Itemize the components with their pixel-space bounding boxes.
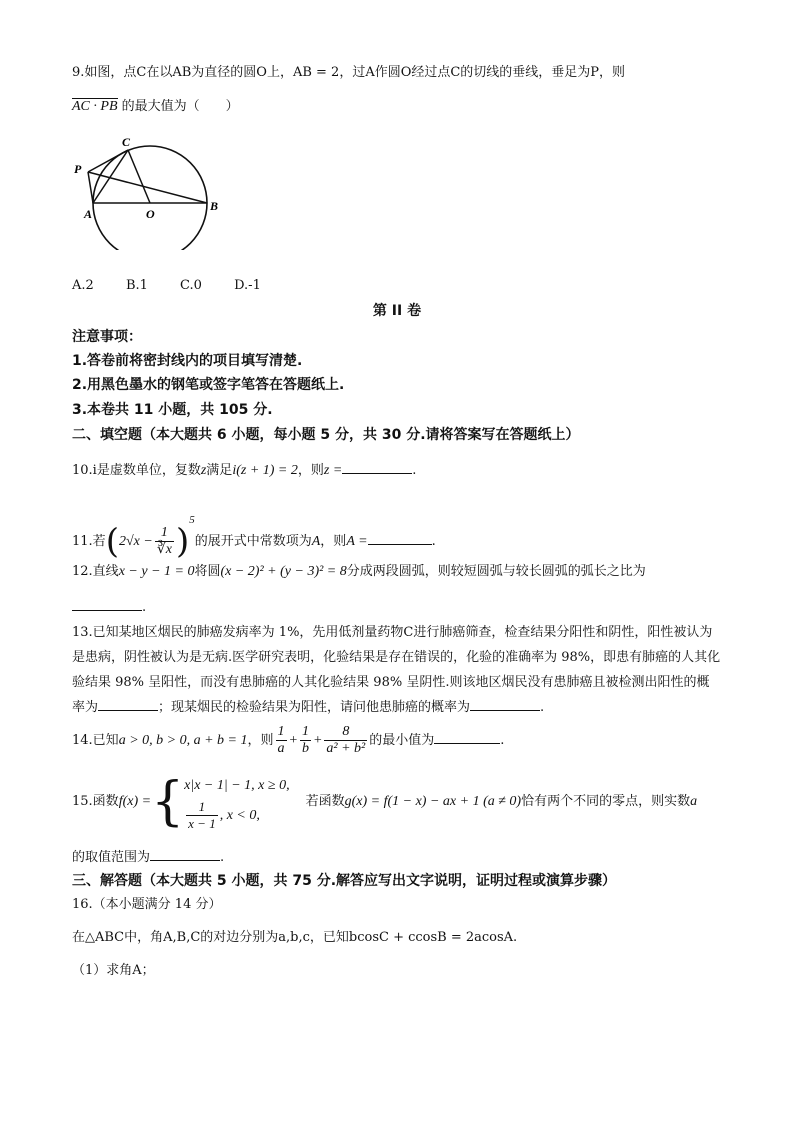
choice-c: C.0 [180, 278, 202, 293]
q15-a: a [690, 794, 698, 809]
q9-figure [70, 128, 230, 250]
q12-line2 [72, 596, 734, 619]
fill-section-title: 二、填空题（本大题共 6 小题，每小题 5 分，共 30 分.请将答案写在答题纸上） [72, 427, 580, 443]
notice-3: 3.本卷共 11 小题，共 105 分. [72, 402, 273, 418]
q14-end: . [500, 733, 505, 748]
q10-end: . [412, 463, 417, 478]
q14-frac-2 [300, 724, 311, 757]
notice-title: 注意事项： [72, 329, 142, 345]
q11 [72, 498, 734, 564]
q11-lparen: ( [105, 521, 119, 562]
q12-end: . [142, 600, 147, 615]
segment-pc [88, 150, 128, 172]
q14-frac-3 [324, 724, 367, 757]
label-a: A [84, 207, 93, 221]
q14-f2-den: b [301, 741, 309, 756]
label-p: P [74, 162, 82, 176]
q12 [72, 561, 734, 583]
q10-pre: 10.i是虚数单位，复数 [72, 463, 201, 478]
q11-fraction [155, 525, 174, 558]
q12-mid: 将圆 [194, 564, 221, 579]
q15-gx: g(x) = f(1 − x) − ax + 1 (a ≠ 0) [344, 794, 522, 809]
q15-case-2 [184, 799, 289, 832]
q11-term1: 2√x − [118, 534, 153, 549]
q13-mid: ；现某烟民的检验结果为阳性，请问他患肺癌的概率为 [158, 700, 471, 715]
q10-z: z [200, 463, 207, 478]
q9-question: 的最大值为（ ） [121, 99, 239, 114]
q11-exponent: 5 [189, 514, 195, 526]
q15-case2-den: x − 1 [188, 815, 216, 831]
q9-line2 [72, 96, 734, 118]
choice-a: A.2 [72, 278, 94, 293]
q11-pre: 11.若 [72, 534, 106, 549]
q11-num: 1 [160, 525, 168, 540]
notice-2: 2.用黑色墨水的钢笔或签字笔答在答题纸上. [72, 377, 345, 393]
q15-line2 [72, 846, 734, 869]
q11-rparen: ) [175, 521, 190, 562]
q16-text: 在△ABC中，角A,B,C的对边分别为a,b,c，已知bcosC + ccosB = 2acosA. [72, 930, 518, 945]
q14-pre: 14.已知 [72, 733, 119, 748]
q14-condition: a > 0, b > 0, a + b = 1 [118, 733, 248, 748]
q15-case-1: x|x − 1| − 1, x ≥ 0, [184, 777, 290, 793]
q14-f1-den: a [277, 741, 285, 756]
q15-fx: f(x) = [118, 794, 152, 809]
q14-f1-num: 1 [277, 724, 285, 739]
q10-equation: i(z + 1) = 2 [232, 463, 298, 478]
q10-mid: 满足 [206, 463, 233, 478]
q14-frac-1 [276, 724, 287, 757]
q10 [72, 459, 734, 482]
q16-sub1: （1）求角A； [72, 963, 155, 978]
q10-answer-blank[interactable] [342, 459, 412, 474]
q11-den: ∛x [156, 542, 172, 557]
label-o: O [146, 207, 155, 221]
q14-f2-num: 1 [301, 724, 309, 739]
q15-end: . [220, 850, 225, 865]
q12-post: 分成两段圆弧，则较短圆弧与较长圆弧的弧长之比为 [346, 564, 646, 579]
q14-then: ，则 [247, 733, 274, 748]
q12-circle-eq: (x − 2)² + (y − 3)² = 8 [220, 564, 347, 579]
q13-blank-2[interactable] [470, 696, 540, 711]
q13-text: 13.已知某地区烟民的肺癌发病率为 1%，先用低剂量药物C进行肺癌筛查，检查结果分阳性和阴性，阳性被认为是患病，阴性被认为是无病.医学研究表明，化验结果是存在错误的，化验的准确率为 98%，即患有肺癌的人其化验结果 98% 呈阳性，而没有患肺癌的人其化验结果 98% 呈阴性.则该地区烟民没有患肺癌且被检测出阳性的概率为 [72, 625, 721, 715]
q15-brace: { [151, 772, 185, 832]
segment-ac [93, 150, 128, 203]
q15-cases [184, 773, 289, 832]
q14-answer-blank[interactable] [434, 729, 500, 744]
q15-pre: 15.函数 [72, 794, 119, 809]
q12-pre: 12.直线 [72, 564, 119, 579]
q14-post: 的最小值为 [369, 733, 435, 748]
q15-case2-rest: , x < 0, [219, 807, 260, 823]
q10-answer-label: z = [323, 463, 343, 478]
section-3-title: 三、解答题（本大题共 5 小题，共 75 分.解答应写出文字说明，证明过程或演算步骤） [72, 873, 617, 889]
q14-f3-den: a² + b² [326, 741, 366, 756]
q11-comma: ，则 [320, 534, 347, 549]
q15-mid: 若函数 [305, 794, 345, 809]
q15-case2-num: 1 [198, 798, 206, 814]
q14: 14.已知a > 0, b > 0, a + b = 1，则 $\frac{1}{a}$ + $\frac{1}{b}$ + $\frac{8}{\text{a² + b²}}$ 的最小值为 . [72, 724, 505, 756]
q15-answer-blank[interactable] [150, 846, 220, 861]
q11-a: A [311, 534, 321, 549]
q16-head: 16.（本小题满分 14 分） [72, 897, 222, 912]
q13-end: . [540, 700, 545, 715]
q11-post: 的展开式中常数项为 [194, 534, 312, 549]
q12-line-eq: x − y − 1 = 0 [118, 564, 195, 579]
q11-end: . [431, 534, 436, 549]
segment-pa [88, 172, 93, 203]
q9-line1: 9.如图，点C在以AB为直径的圆O上，AB = 2，过A作圆O经过点C的切线的垂线，垂足为P，则 [72, 65, 626, 80]
label-c: C [122, 135, 131, 149]
q9-choices [72, 275, 734, 297]
q15-line2-text: 的取值范围为 [72, 850, 151, 865]
q11-answer-blank[interactable] [368, 530, 432, 545]
choice-b: B.1 [125, 278, 148, 293]
q14-f3-num: 8 [342, 724, 350, 739]
label-b: B [210, 199, 219, 213]
segment-co [128, 150, 150, 203]
q11-answer-label: A = [346, 534, 368, 549]
q15 [72, 772, 734, 832]
notice-1: 1.答卷前将密封线内的项目填写清楚. [72, 353, 303, 369]
q9-vector-expr: AC · PB [72, 99, 118, 114]
section-2-title: 第 II 卷 [372, 303, 422, 319]
q13 [72, 620, 722, 720]
q12-answer-blank[interactable] [72, 596, 142, 611]
choice-d: D.-1 [234, 278, 261, 293]
q15-post: 恰有两个不同的零点，则实数 [521, 794, 691, 809]
q13-blank-1[interactable] [98, 696, 158, 711]
q10-then: ，则 [297, 463, 324, 478]
